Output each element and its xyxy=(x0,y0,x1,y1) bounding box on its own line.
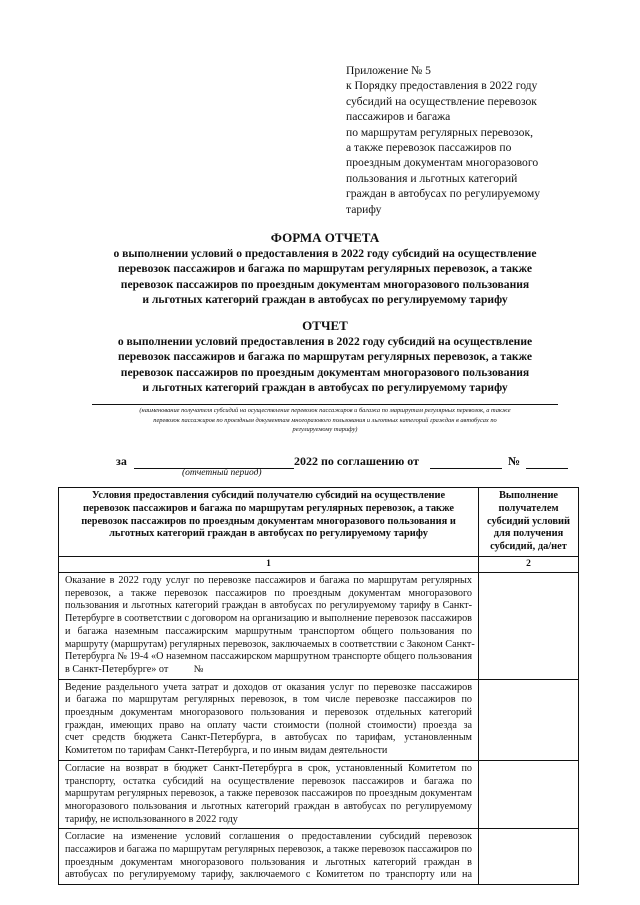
conditions-table xyxy=(58,487,579,885)
caption-line: перевозок пассажиров по проездным документам многоразового пользования и льготных категорий граждан в автобусах по xyxy=(153,416,497,424)
header-line: перевозок пассажиров по проездным документам многоразового пользования и xyxy=(81,515,456,527)
form-title-line: перевозок пассажиров и багажа по маршрутам регулярных перевозок, а также xyxy=(117,262,533,276)
header-line: Выполнение xyxy=(498,490,559,501)
header-line: субсидий, да/нет xyxy=(490,541,567,553)
fulfillment-cell[interactable] xyxy=(479,760,579,829)
appendix-line: субсидий на осуществление перевозок xyxy=(346,94,537,108)
fulfillment-cell[interactable] xyxy=(479,679,579,760)
header-conditions xyxy=(59,488,479,557)
column-number: 2 xyxy=(479,557,579,573)
agreement-date-field[interactable] xyxy=(430,468,502,469)
number-sign: № xyxy=(508,454,521,468)
condition-line: перевозок, а также перевозок пассажиров по проездным документам многоразового xyxy=(65,587,472,599)
header-line: получателем xyxy=(498,502,559,514)
table-row xyxy=(59,679,579,760)
form-title-line: и льготных категорий граждан в автобусах по регулируемому тарифу xyxy=(142,292,508,306)
header-line: Условия предоставления субсидий получателю субсидий на осуществление xyxy=(91,490,446,501)
fulfillment-cell[interactable] xyxy=(479,829,579,885)
form-title xyxy=(60,230,590,307)
header-line: перевозок пассажиров и багажа по маршрутам регулярных перевозок, а также xyxy=(82,502,455,514)
condition-line: маршрутам регулярных перевозок, а также перевозок пассажиров по проездным документам xyxy=(65,788,472,800)
condition-line: многоразового пользования и льготных категорий граждан в автобусах по регулируемому xyxy=(65,800,472,812)
appendix-line: по маршрутам регулярных перевозок, xyxy=(346,125,533,139)
condition-line: Комитетом по тарифам Санкт-Петербурга, и по иным видам деятельности xyxy=(65,745,388,757)
report-title-line: перевозок пассажиров и багажа по маршрутам регулярных перевозок, а также xyxy=(117,350,533,364)
condition-text xyxy=(59,760,479,829)
caption-line: (наименование получателя субсидий на осуществление перевозок пассажиров и багажа по маршрутам регулярных перевозок, а также xyxy=(139,407,511,414)
report-title xyxy=(60,318,590,395)
header-line: субсидий условий xyxy=(487,515,570,527)
report-title-line: перевозок пассажиров по проездным документам многоразового пользования xyxy=(120,365,530,379)
condition-line: пользования и льготных категорий граждан в автобусах по регулируемому тарифу в Санкт- xyxy=(65,600,472,612)
report-title-line: о выполнении условий предоставления в 2022 году субсидий на осуществление xyxy=(117,335,533,348)
table-row xyxy=(59,760,579,829)
condition-line: проездным документам многоразового пользования и перевозок отдельных категорий xyxy=(65,707,472,719)
report-title-line: и льготных категорий граждан в автобусах по регулируемому тарифу xyxy=(142,380,508,394)
recipient-name-line[interactable] xyxy=(92,404,558,405)
condition-line: и багажа наземным пассажирским маршрутным транспортом общего пользования по xyxy=(65,625,472,637)
caption-line: регулируемому тарифу) xyxy=(292,426,358,434)
condition-line: и багажа по маршрутам регулярных перевозок, в том числе перевозке пассажиров по xyxy=(65,694,472,706)
condition-line: тарифу, не использованного в 2022 году xyxy=(65,813,238,825)
appendix-line: тарифу xyxy=(346,202,382,216)
header-fulfillment xyxy=(479,488,579,557)
column-number: 1 xyxy=(59,557,479,573)
condition-line: Согласие на изменение условий соглашения о предоставлении субсидий перевозок xyxy=(65,831,472,843)
condition-line: транспорту, остатка субсидий на осуществление перевозок пассажиров и багажа по xyxy=(65,775,472,787)
condition-line: Оказание в 2022 году услуг по перевозке пассажиров и багажа по маршрутам регулярных xyxy=(65,575,472,586)
condition-line: Петербурга № 19-4 «О наземном пассажирском маршрутном транспорте общего пользования xyxy=(65,651,472,663)
condition-line: граждан, имеющих право на оплату части стоимости (полной стоимости) проезда за xyxy=(65,719,472,731)
condition-line: пассажиров и багажа по маршрутам регулярных перевозок, а также перевозок пассажиров по xyxy=(65,844,472,856)
table-header-row xyxy=(59,488,579,557)
appendix-line: пассажиров и багажа xyxy=(346,110,451,124)
appendix-line: пользования и льготных категорий xyxy=(346,171,518,185)
form-heading: ФОРМА ОТЧЕТА xyxy=(270,230,380,245)
fulfillment-cell[interactable] xyxy=(479,573,579,680)
condition-text xyxy=(59,679,479,760)
column-number-row xyxy=(59,557,579,573)
appendix-line: а также перевозок пассажиров по xyxy=(346,141,512,155)
appendix-line: граждан в автобусах по регулируемому xyxy=(346,187,541,201)
recipient-caption xyxy=(86,406,564,435)
condition-text xyxy=(59,829,479,885)
condition-line: проездным документам многоразового пользования и льготных категорий граждан в xyxy=(65,856,472,868)
form-title-line: перевозок пассажиров по проездным документам многоразового пользования xyxy=(120,277,530,291)
header-line: льготных категорий граждан в автобусах по регулируемому тарифу xyxy=(109,528,428,540)
condition-line: Петербурге в соответствии с договором на организацию и выполнение перевозок пассажиров xyxy=(65,613,472,625)
report-heading: ОТЧЕТ xyxy=(302,318,348,333)
period-caption: (отчетный период) xyxy=(182,468,262,478)
appendix-line: к Порядку предоставления в 2022 году xyxy=(346,79,538,93)
condition-line: в Санкт-Петербурге» от № xyxy=(65,663,204,675)
appendix-note xyxy=(346,63,586,217)
table-row xyxy=(59,829,579,885)
condition-line: Ведение раздельного учета затрат и доходов от оказания услуг по перевозке пассажиров xyxy=(65,681,472,693)
header-line: для получения xyxy=(493,528,564,540)
condition-text xyxy=(59,573,479,680)
period-middle: 2022 по соглашению от xyxy=(294,454,420,468)
appendix-line: Приложение № 5 xyxy=(346,64,431,77)
table-row xyxy=(59,573,579,680)
appendix-line: проездным документам многоразового xyxy=(346,156,539,170)
condition-line: маршруту (маршрутам) регулярных перевозок, заключаемых в соответствии с Законом Санкт- xyxy=(65,638,475,650)
condition-line: Согласие на возврат в бюджет Санкт-Петербурга в срок, установленный Комитетом по xyxy=(65,762,472,774)
period-prefix: за xyxy=(116,454,127,468)
form-title-line: о выполнении условий о предоставления в 2022 году субсидий на осуществление xyxy=(113,247,537,260)
condition-line: автобусах по регулируемому тарифу, заключаемого с Комитетом по транспорту или на xyxy=(65,869,472,881)
condition-line: счет средств бюджета Санкт-Петербурга, в автобусах по тарифам, установленным xyxy=(65,732,472,744)
agreement-number-field[interactable] xyxy=(526,468,568,469)
